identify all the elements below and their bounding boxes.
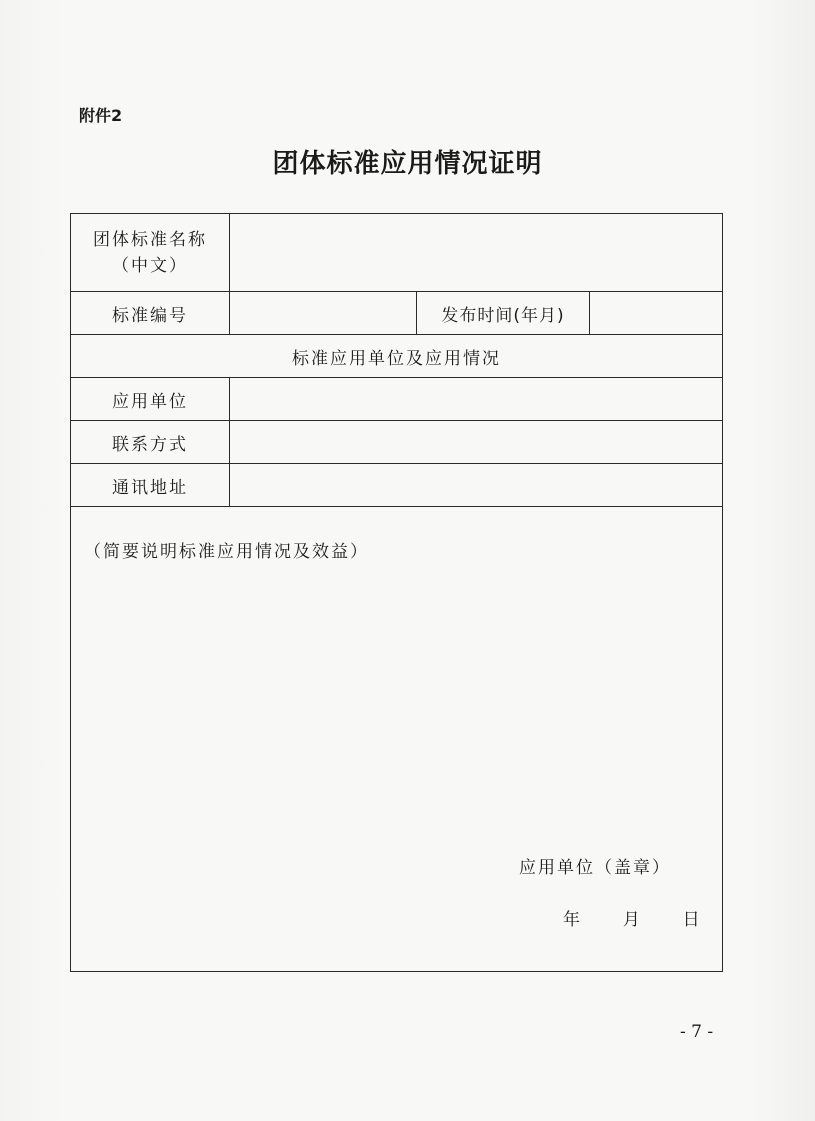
date-year: 年 [563, 910, 582, 930]
application-unit-label: 应用单位 [71, 378, 230, 421]
date-month: 月 [622, 910, 642, 930]
row-section-header [71, 335, 723, 378]
form-table [70, 213, 723, 972]
row-address [71, 464, 723, 507]
row-standard-name [71, 214, 723, 292]
attachment-label: 附件2 [79, 106, 123, 125]
contact-label: 联系方式 [71, 421, 230, 464]
application-unit-field[interactable] [230, 378, 723, 421]
row-contact [71, 421, 723, 464]
date-day: 日 [682, 910, 702, 930]
description-label: （简要说明标准应用情况及效益） [84, 542, 369, 562]
page-number: - 7 - [680, 1022, 714, 1042]
standard-name-label: 团体标准名称 （中文） [71, 214, 230, 292]
address-label: 通讯地址 [71, 464, 230, 507]
description-field[interactable] [71, 507, 723, 972]
publish-date-field[interactable] [590, 292, 723, 335]
row-description [71, 507, 723, 972]
certificate-form [70, 213, 722, 975]
row-standard-number [71, 292, 723, 335]
row-application-unit [71, 378, 723, 421]
address-field[interactable] [230, 464, 723, 507]
signature-date [563, 905, 702, 930]
page-title: 团体标准应用情况证明 [272, 149, 543, 179]
standard-number-field[interactable] [230, 292, 417, 335]
section-header: 标准应用单位及应用情况 [71, 335, 723, 378]
standard-number-label: 标准编号 [71, 292, 230, 335]
standard-name-field[interactable] [230, 214, 723, 292]
seal-label: 应用单位（盖章） [519, 858, 671, 878]
publish-date-label: 发布时间(年月) [417, 292, 590, 335]
contact-field[interactable] [230, 421, 723, 464]
